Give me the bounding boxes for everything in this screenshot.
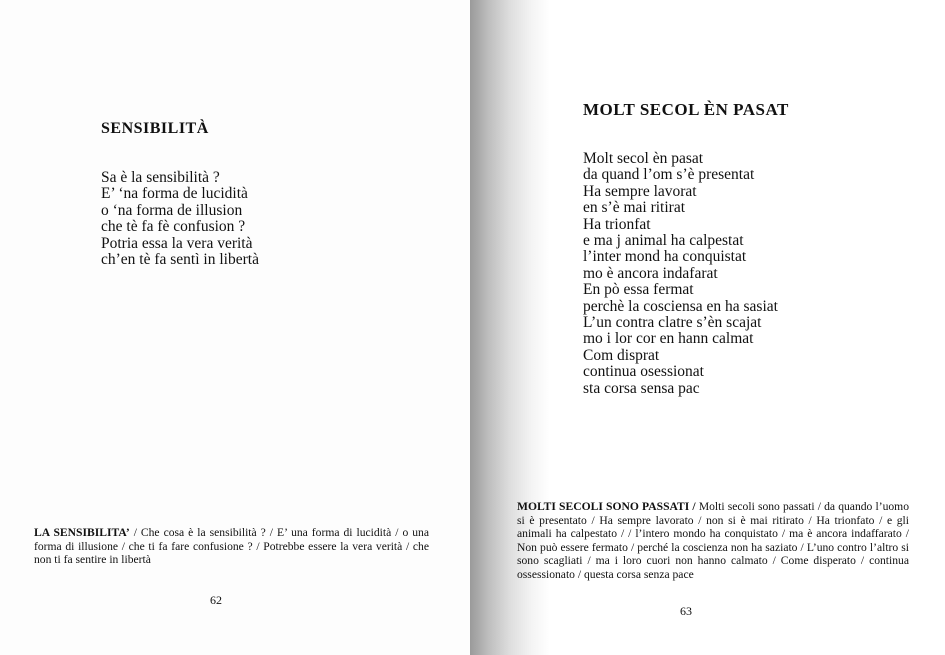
poem-body	[101, 170, 259, 268]
translation-title: MOLTI SECOLI SONO PASSATI /	[517, 500, 696, 513]
poem-line: continua osessionat	[583, 363, 704, 381]
right-page	[470, 0, 945, 655]
translation-text: / Che cosa è la sensibilità ? / E’ una forma di lucidità / o una forma di illusione / che ti fa fare confusione ? / Potrebbe essere la vera verità / che non ti fa sentire in libertà	[34, 526, 429, 566]
poem-line: perchè la cosciensa en ha sasiat	[583, 297, 778, 315]
poem-line: L’un contra clatre s’èn scajat	[583, 314, 762, 332]
poem-line: Ha trionfat	[583, 215, 651, 233]
translation-text: Molti secoli sono passati / da quando l’uomo si è presentato / Ha sempre lavorato / non si è mai ritirato / Ha trionfato / e gli animali ha calpestato / / l’intero mondo ha conquistato / ma è ancora indaffarato / Non può essere fermato / perché la coscienza non ha saziato / L’uno contro l’altro si sono scagliati / ma i loro cuori non hanno calmato / Come disperato / continua ossessionato / questa corsa senza pace	[517, 500, 909, 581]
poem-title: MOLT SECOL ÈN PASAT	[583, 100, 789, 119]
poem-line: En pò essa fermat	[583, 281, 694, 299]
poem-line: Ha sempre lavorat	[583, 182, 697, 200]
page-number: 63	[680, 604, 692, 618]
poem-line: en s’è mai ritirat	[583, 199, 685, 217]
poem-line: da quand l’om s’è presentat	[583, 166, 755, 184]
poem-line: E’ ‘na forma de lucidità	[101, 185, 248, 203]
poem-line: Molt secol èn pasat	[583, 150, 704, 167]
poem-line: sta corsa sensa pac	[583, 379, 700, 397]
poem-line: che tè fa fè confusion ?	[101, 218, 246, 236]
poem-line: ch’en tè fa sentì in libertà	[101, 251, 259, 269]
poem-body	[583, 151, 778, 397]
translation-note	[34, 526, 429, 567]
poem-line: l’inter mond ha conquistat	[583, 248, 747, 266]
poem-line: o ‘na forma de illusion	[101, 201, 243, 219]
translation-title: LA SENSIBILITA’	[34, 526, 130, 539]
poem-line: mo i lor cor en hann calmat	[583, 330, 754, 348]
poem-title: SENSIBILITÀ	[101, 120, 209, 137]
poem-line: Sa è la sensibilità ?	[101, 169, 220, 186]
translation-note	[517, 500, 909, 581]
poem-line: mo è ancora indafarat	[583, 264, 718, 282]
poem-line: Com disprat	[583, 346, 660, 364]
left-page	[0, 0, 470, 655]
poem-line: e ma j animal ha calpestat	[583, 232, 744, 250]
poem-line: Potria essa la vera verità	[101, 234, 253, 252]
page-number: 62	[210, 593, 222, 607]
